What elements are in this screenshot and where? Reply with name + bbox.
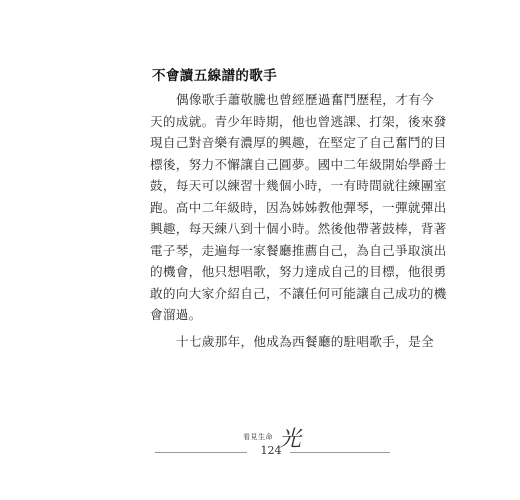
text-line: 天的成就。青少年時期，他也曾逃課、打架，後來發 <box>150 113 447 129</box>
text-line: 的機會，他只想唱歌，努力達成自己的目標，他很勇 <box>150 264 447 279</box>
paragraph-1 <box>150 89 447 326</box>
footer-rule-left <box>155 452 247 453</box>
page-number: 124 <box>260 444 282 457</box>
text-line: 跑。高中二年級時，因為姊姊教他彈琴，一彈就彈出 <box>150 199 447 215</box>
footer-rule-right <box>290 452 390 453</box>
text-line: 興趣，每天練八到十個小時。然後他帶著鼓棒，背著 <box>150 221 447 236</box>
text-line: 電子琴，走遍每一家餐廳推薦自己，為自己爭取演出 <box>150 242 447 258</box>
text-line: 敢的向大家介紹自己，不讓任何可能讓自己成功的機 <box>150 285 447 301</box>
logo-glyph: 光 <box>279 427 302 452</box>
text-line: 會溜過。 <box>150 307 202 322</box>
text-line: 十七歲那年，他成為西餐廳的駐唱歌手，是全 <box>176 334 434 349</box>
section-title: 不會讀五線譜的歌手 <box>152 68 278 84</box>
paragraph-2 <box>150 331 434 353</box>
text-line: 標後，努力不懈讓自己圓夢。國中二年級開始學爵士 <box>150 156 447 172</box>
text-line: 偶像歌手蕭敬騰也曾經歷過奮鬥歷程，才有今 <box>176 92 434 107</box>
logo-subtitle: 看見生命 <box>243 433 273 441</box>
text-line: 鼓，每天可以練習十幾個小時，一有時間就往練團室 <box>150 178 447 193</box>
text-line: 現自己對音樂有濃厚的興趣，在堅定了自己奮鬥的目 <box>150 135 447 150</box>
